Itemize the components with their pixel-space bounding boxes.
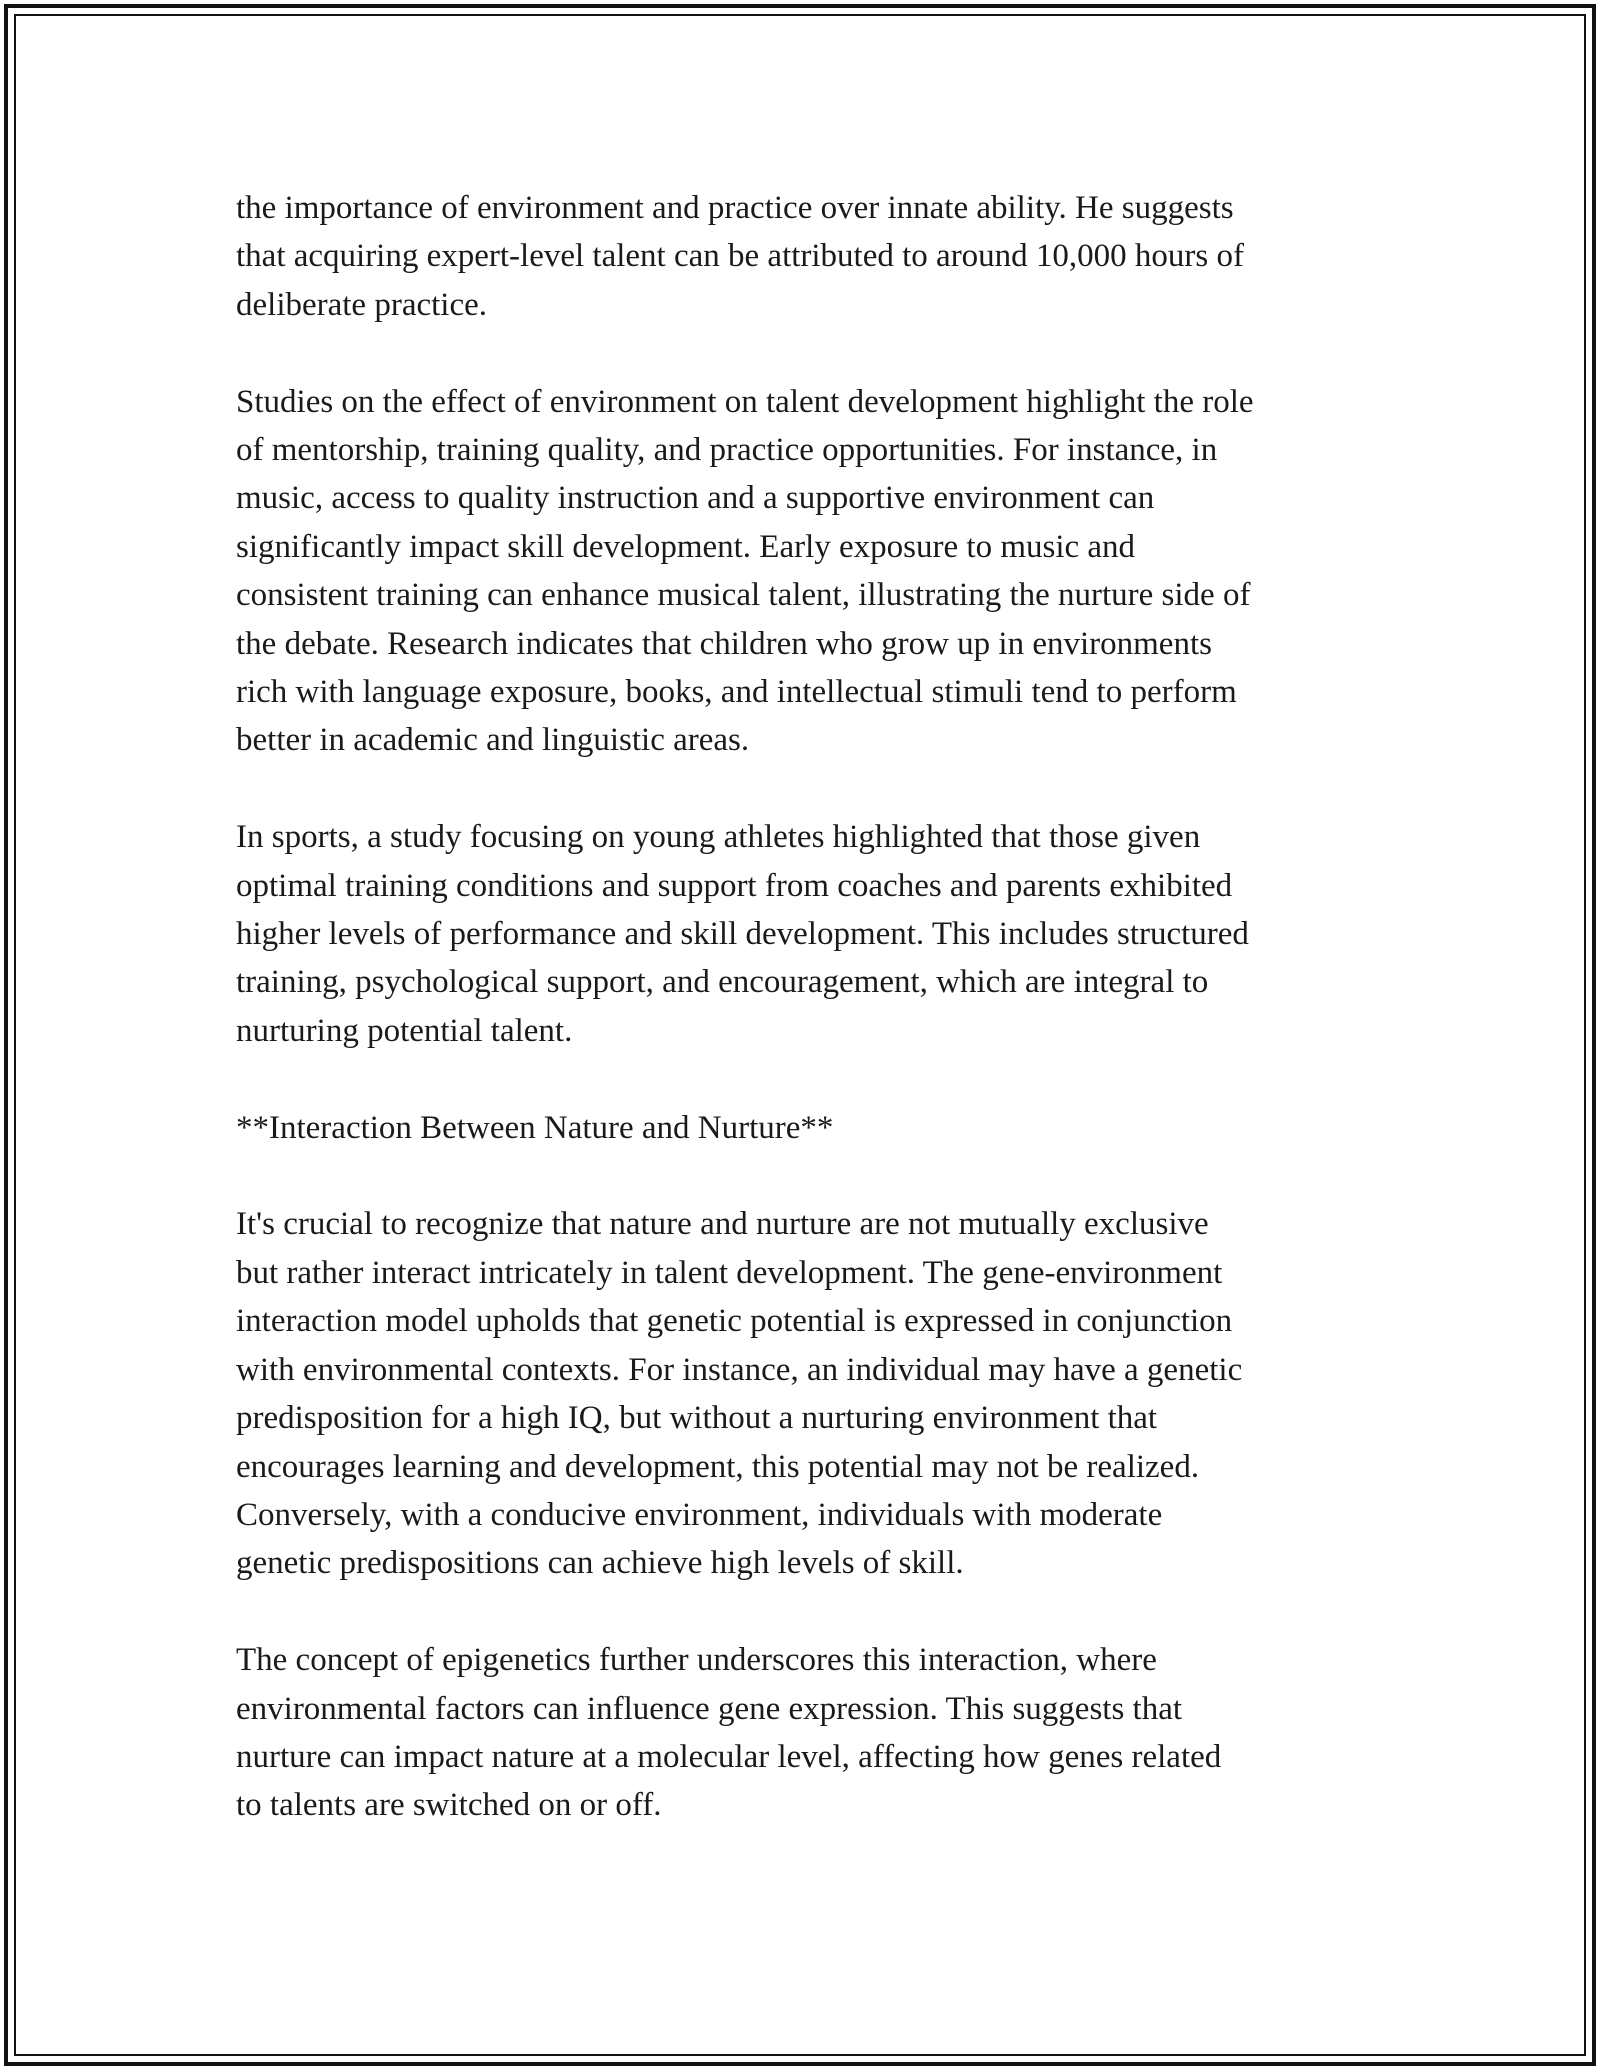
text-line: Conversely, with a conducive environment, individuals with moderate bbox=[236, 1496, 1163, 1533]
section-heading-interaction bbox=[236, 1104, 1386, 1152]
text-line: deliberate practice. bbox=[236, 286, 487, 323]
text-line: training, psychological support, and encouragement, which are integral to bbox=[236, 964, 1209, 1001]
text-line: Studies on the effect of environment on talent development highlight the role bbox=[236, 383, 1254, 420]
heading-line: **Interaction Between Nature and Nurture** bbox=[236, 1109, 834, 1146]
text-line: genetic predispositions can achieve high levels of skill. bbox=[236, 1545, 964, 1582]
text-line: to talents are switched on or off. bbox=[236, 1787, 662, 1824]
document-body bbox=[236, 184, 1386, 1830]
text-line: environmental factors can influence gene expression. This suggests that bbox=[236, 1690, 1183, 1727]
text-line: consistent training can enhance musical talent, illustrating the nurture side of bbox=[236, 577, 1251, 614]
text-line: In sports, a study focusing on young athletes highlighted that those given bbox=[236, 819, 1201, 856]
text-line: It's crucial to recognize that nature and nurture are not mutually exclusive bbox=[236, 1206, 1209, 1243]
text-line: but rather interact intricately in talent development. The gene-environment bbox=[236, 1254, 1223, 1291]
text-line: that acquiring expert-level talent can be attributed to around 10,000 hours of bbox=[236, 238, 1244, 275]
paragraph-environment-studies bbox=[236, 378, 1386, 765]
text-line: better in academic and linguistic areas. bbox=[236, 722, 750, 759]
text-line: interaction model upholds that genetic potential is expressed in conjunction bbox=[236, 1303, 1233, 1340]
text-line: higher levels of performance and skill development. This includes structured bbox=[236, 916, 1249, 953]
paragraph-gene-environment bbox=[236, 1200, 1386, 1587]
text-line: music, access to quality instruction and a supportive environment can bbox=[236, 480, 1155, 517]
text-line: significantly impact skill development. Early exposure to music and bbox=[236, 528, 1136, 565]
text-line: rich with language exposure, books, and intellectual stimuli tend to perform bbox=[236, 674, 1237, 711]
paragraph-sports bbox=[236, 813, 1386, 1055]
paragraph-practice bbox=[236, 184, 1386, 329]
text-line: nurturing potential talent. bbox=[236, 1012, 573, 1049]
text-line: encourages learning and development, this potential may not be realized. bbox=[236, 1448, 1200, 1485]
text-line: of mentorship, training quality, and practice opportunities. For instance, in bbox=[236, 432, 1218, 469]
text-line: with environmental contexts. For instance, an individual may have a genetic bbox=[236, 1351, 1243, 1388]
text-line: The concept of epigenetics further underscores this interaction, where bbox=[236, 1642, 1157, 1679]
text-line: optimal training conditions and support from coaches and parents exhibited bbox=[236, 867, 1233, 904]
text-line: the debate. Research indicates that children who grow up in environments bbox=[236, 625, 1212, 662]
text-line: predisposition for a high IQ, but without a nurturing environment that bbox=[236, 1400, 1158, 1437]
paragraph-epigenetics bbox=[236, 1636, 1386, 1830]
text-line: nurture can impact nature at a molecular level, affecting how genes related bbox=[236, 1738, 1222, 1775]
text-line: the importance of environment and practice over innate ability. He suggests bbox=[236, 190, 1234, 226]
